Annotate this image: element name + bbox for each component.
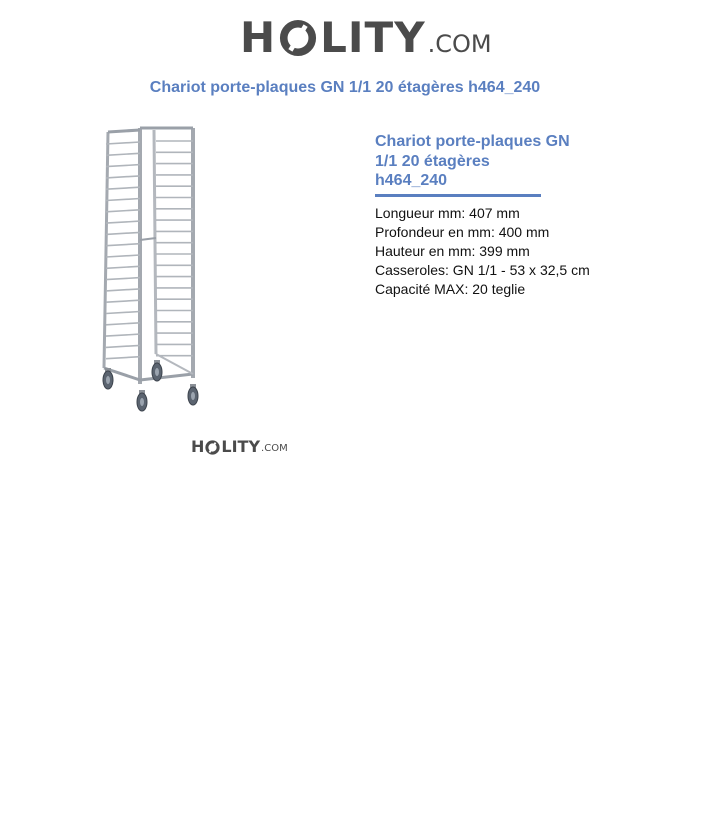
rack-frame [103,128,198,411]
product-title-line-2: 1/1 20 étagères [375,152,490,170]
rack-runner-left [106,232,140,234]
trolley-rack-image [96,122,208,422]
page-title: Chariot porte-plaques GN 1/1 20 étagères h464_240 [149,79,541,96]
rack-runner-left [106,210,140,212]
rack-runner-left [106,142,140,144]
rack-runner-left [106,300,140,302]
rack-runner-left [106,345,140,347]
rack-runner-left [106,323,140,325]
rack-runner-left [106,244,140,246]
rack-top-bar-left [108,130,140,132]
rack-runner-left [106,278,140,280]
logo-letters-lity: LITY [320,13,426,62]
spec-height: Hauteur en mm: 399 mm [375,243,530,259]
brand-logo[interactable] [240,14,492,62]
rack-runner-left [106,255,140,257]
rack-wheel-right-hub [191,392,195,400]
rack-wheel-back-hub [155,368,159,376]
watermark-logo [191,437,288,457]
title-underline [375,194,541,197]
spec-depth: Profondeur en mm: 400 mm [375,224,550,240]
watermark-domain-suffix: .COM [261,443,288,454]
spec-pans: Casseroles: GN 1/1 - 53 x 32,5 cm [375,262,590,278]
watermark-letter-h: H [191,437,205,456]
rack-wheel-left-hub [106,376,110,384]
watermark-letters-lity: LITY [221,437,261,456]
logo-letter-h: H [240,13,277,62]
product-title-line-1: Chariot porte-plaques GN [375,133,570,150]
rack-upright-middle-back [154,130,156,354]
rack-runner-left [106,266,140,268]
logo-o-mark-icon [279,19,317,57]
rack-base-bar-right [140,374,193,380]
rack-runner-left [106,176,140,178]
spec-length: Longueur mm: 407 mm [375,205,520,221]
product-title-line-3: h464_240 [375,172,448,189]
rack-runner-left [106,187,140,189]
logo-domain-suffix: .COM [427,30,492,58]
rack-runner-left [106,199,140,201]
rack-runner-left [106,165,140,167]
spec-capacity: Capacité MAX: 20 teglie [375,281,526,297]
watermark-o-mark-icon [205,440,220,455]
rack-runner-left [106,357,140,359]
rack-wheel-front-hub [140,398,144,406]
rack-upright-left-front [104,132,108,368]
rack-runner-left [106,289,140,291]
rack-runner-left [106,153,140,155]
spec-list [375,204,590,299]
rack-runner-left [106,312,140,314]
rack-runner-left [106,221,140,223]
rack-runner-left [106,334,140,336]
product-title [375,132,595,191]
